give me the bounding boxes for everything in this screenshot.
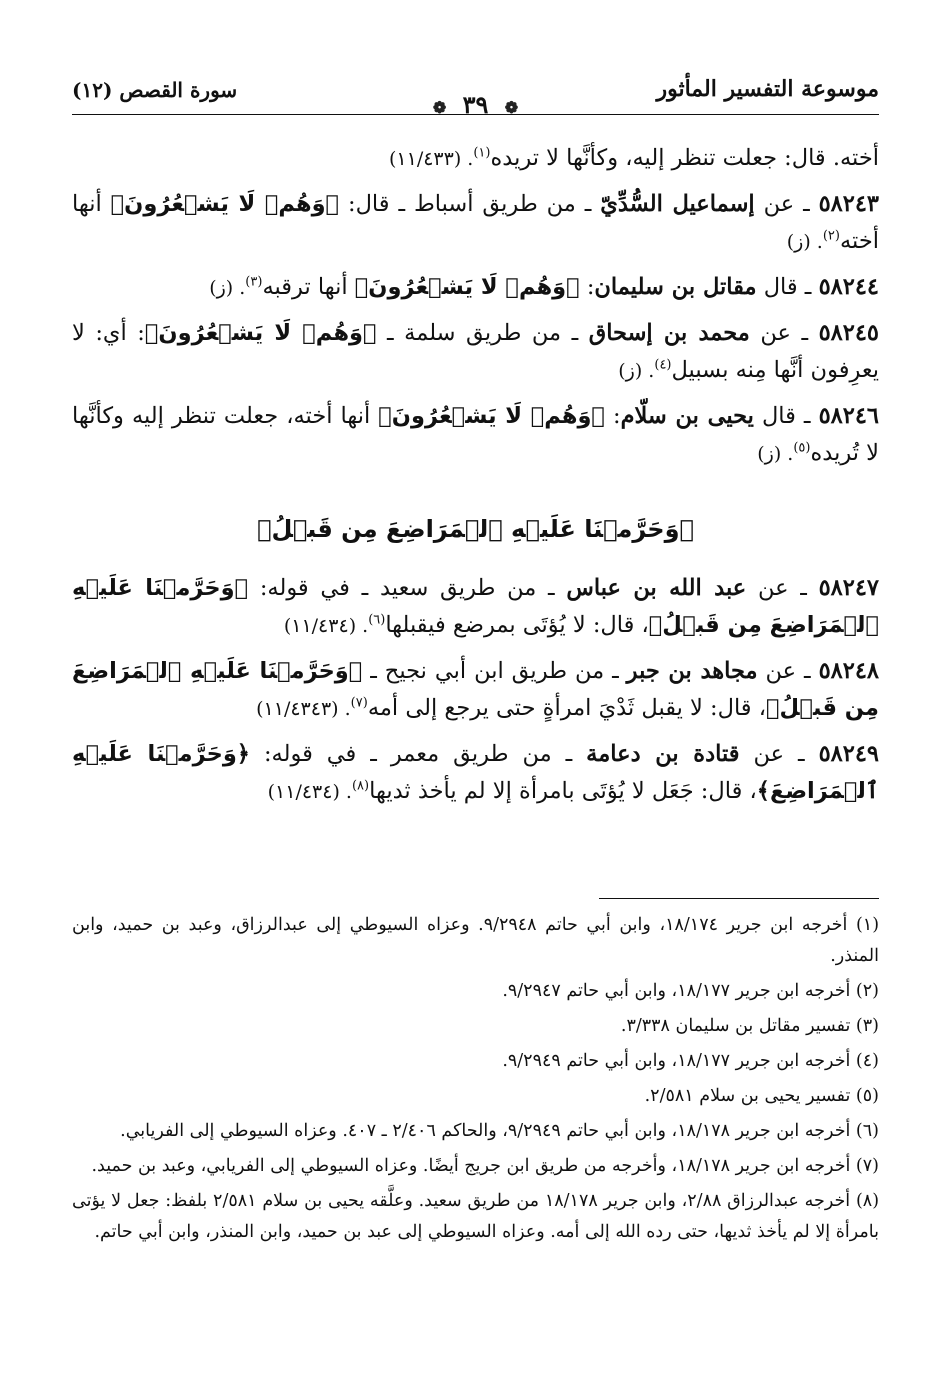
quran-quote: ﴿وَحَرَّمۡنَا عَلَيۡهِ ٱلۡمَرَاضِعَ﴾ xyxy=(72,741,879,804)
entry-58244 xyxy=(72,269,879,307)
entry-58246 xyxy=(72,398,879,473)
entry-text: ، قال: جَعَل لا يُؤتَى بامرأة إلا لم يأخذ ثديها xyxy=(369,778,757,804)
quran-quote: ﴿وَحَرَّمۡنَا عَلَيۡهِ ٱلۡمَرَاضِعَ مِن قَبۡلُ﴾ xyxy=(72,658,879,721)
narrator-name: مقاتل بن سليمان xyxy=(594,274,757,300)
footnote-2: (٢) أخرجه ابن جرير ١٨/١٧٧، وابن أبي حاتم ٩/٢٩٤٧. xyxy=(502,981,879,1001)
entry-text: ـ عن xyxy=(739,741,819,767)
narrator-name: إسماعيل السُّدِّيّ xyxy=(600,191,755,217)
footnote-marker: (٨) xyxy=(351,778,370,794)
volume-reference: . (ز) xyxy=(757,443,794,465)
quran-quote: ﴿وَحَرَّمۡنَا عَلَيۡهِ ٱلۡمَرَاضِعَ مِن قَبۡلُ﴾ xyxy=(72,575,879,638)
footnote-marker: (٢) xyxy=(822,228,840,244)
entry-text: ـ عن xyxy=(746,575,819,601)
narrator-name: عبد الله بن عباس xyxy=(566,575,747,601)
quran-quote: ﴿وَهُمۡ لَا يَشۡعُرُونَ﴾ xyxy=(354,274,580,300)
volume-reference: . (١١/٤٣٣) xyxy=(388,148,474,170)
entry-58245 xyxy=(72,315,879,390)
entry-text: ـ قال xyxy=(756,274,819,300)
footnote-1: (١) أخرجه ابن جرير ١٨/١٧٤، وابن أبي حاتم ٩/٢٩٤٨. وعزاه السيوطي إلى عبدالرزاق، وعبد بن حميد، وابن المنذر. xyxy=(72,915,880,966)
footnote-4: (٤) أخرجه ابن جرير ١٨/١٧٧، وابن أبي حاتم ٩/٢٩٤٩. xyxy=(502,1051,879,1071)
page-number: ٣٩ xyxy=(462,90,489,119)
entry-text: ـ عن xyxy=(754,191,819,217)
footnote-separator xyxy=(599,898,879,899)
volume-reference: . (١١/٤٣٤) xyxy=(283,615,369,637)
footnote-marker: (٤) xyxy=(654,357,672,373)
quran-quote: ﴿وَهُمۡ لَا يَشۡعُرُونَ﴾ xyxy=(110,191,340,217)
entry-text: : xyxy=(604,403,621,429)
ornament-icon: ❁ xyxy=(432,98,447,117)
entry-number: ٥٨٢٤٣ xyxy=(818,191,880,217)
quran-quote: ﴿وَهُمۡ لَا يَشۡعُرُونَ﴾ xyxy=(144,320,377,346)
entry-text: ـ عن xyxy=(749,320,819,346)
volume-reference: . (ز) xyxy=(786,231,823,253)
entry-text: ـ من طريق معمر ـ في قوله: xyxy=(249,741,587,767)
entry-text: أنها أخته، جعلت تنظر إليه وكأنَّها لا تُريده xyxy=(72,403,879,466)
volume-reference: . (ز) xyxy=(618,360,655,382)
entry-text: ـ من طريق سلمة ـ xyxy=(376,320,589,346)
volume-reference: . (١١/٤٣٤) xyxy=(267,781,352,803)
narrator-name: محمد بن إسحاق xyxy=(588,320,750,346)
footnote-marker: (٣) xyxy=(245,274,263,290)
footnote-marker: (٥) xyxy=(793,440,811,456)
entry-text: : xyxy=(579,274,595,300)
narrator-name: يحيى بن سلّام xyxy=(620,403,754,429)
entry-text: أخته. قال: جعلت تنظر إليه، وكأنَّها لا تريده xyxy=(490,145,879,171)
entry-continued xyxy=(72,140,879,178)
section-heading: ﴿وَحَرَّمۡنَا عَلَيۡهِ ٱلۡمَرَاضِعَ مِن قَبۡلُ﴾ xyxy=(257,515,694,543)
footnote-marker: (٦) xyxy=(368,612,386,628)
surah-label: سورة القصص (١٢) xyxy=(72,78,238,102)
entry-58247 xyxy=(72,570,879,645)
entry-text: ـ من طريق ابن أبي نجيح ـ xyxy=(362,658,627,684)
volume-reference: . (ز) xyxy=(209,277,246,299)
footnote-3: (٣) تفسير مقاتل بن سليمان ٣/٣٣٨. xyxy=(620,1016,879,1036)
entry-text: ، قال: لا يقبل ثَدْيَ امرأةٍ حتى يرجع إلى أمه xyxy=(367,695,766,721)
footnote-5: (٥) تفسير يحيى بن سلام ٢/٥٨١. xyxy=(644,1086,879,1106)
footnote-marker: (١) xyxy=(473,145,491,161)
narrator-name: قتادة بن دعامة xyxy=(586,741,740,767)
entry-text: : أي: لا يعرِفون أنَّها مِنه بسبيل xyxy=(72,320,879,383)
ornament-icon: ❁ xyxy=(504,98,519,117)
entry-number: ٥٨٢٤٩ xyxy=(818,741,879,767)
volume-reference: . (١١/٤٣٤٣) xyxy=(256,698,351,720)
entry-text: ـ قال xyxy=(753,403,819,429)
footnote-8: (٨) أخرجه عبدالرزاق ٢/٨٨، وابن جرير ١٨/١٧٨ من طريق سعيد. وعلَّقه يحيى بن سلام ٢/٥٨١ بلفظ: جعل لا يؤتى بامرأة إلا لم يأخذ ثديها، حتى رده الله إلى أمه. وعزاه السيوطي إلى عبد بن حميد، وابن المنذر، وابن أبي حاتم. xyxy=(72,1191,880,1242)
narrator-name: مجاهد بن جبر xyxy=(626,658,758,684)
quran-quote: ﴿وَهُمۡ لَا يَشۡعُرُونَ﴾ xyxy=(378,403,605,429)
main-text xyxy=(72,140,879,819)
book-title: موسوعة التفسير المأثور xyxy=(656,76,879,102)
entry-58243 xyxy=(72,186,879,261)
entry-number: ٥٨٢٤٧ xyxy=(818,575,879,601)
page-header xyxy=(72,68,879,119)
entry-text: أنها ترقبه xyxy=(262,274,355,300)
entry-text: ـ عن xyxy=(757,658,819,684)
footnote-6: (٦) أخرجه ابن جرير ١٨/١٧٨، وابن أبي حاتم ٩/٢٩٤٩، والحاكم ٢/٤٠٦ ـ ٤٠٧. وعزاه السيوطي إلى الفريابي. xyxy=(120,1121,879,1141)
entry-text: ، قال: لا يُؤتَى بمرضع فيقبلها xyxy=(385,612,649,638)
entry-58248 xyxy=(72,653,879,728)
entry-number: ٥٨٢٤٥ xyxy=(818,320,879,346)
entry-number: ٥٨٢٤٦ xyxy=(818,403,879,429)
entry-number: ٥٨٢٤٨ xyxy=(818,658,880,684)
entry-text: ـ من طريق أسباط ـ قال: xyxy=(339,191,601,217)
entry-text: أنها أخته xyxy=(72,191,879,254)
header-rule xyxy=(72,114,879,115)
footnote-marker: (٧) xyxy=(350,695,368,711)
entry-text: ـ من طريق سعيد ـ في قوله: xyxy=(248,575,567,601)
footnotes xyxy=(72,910,879,1252)
footnote-7: (٧) أخرجه ابن جرير ١٨/١٧٨، وأخرجه من طريق ابن جريج أيضًا. وعزاه السيوطي إلى الفريابي، وعبد بن حميد. xyxy=(91,1156,879,1176)
entry-number: ٥٨٢٤٤ xyxy=(818,274,879,300)
entry-58249 xyxy=(72,736,879,811)
